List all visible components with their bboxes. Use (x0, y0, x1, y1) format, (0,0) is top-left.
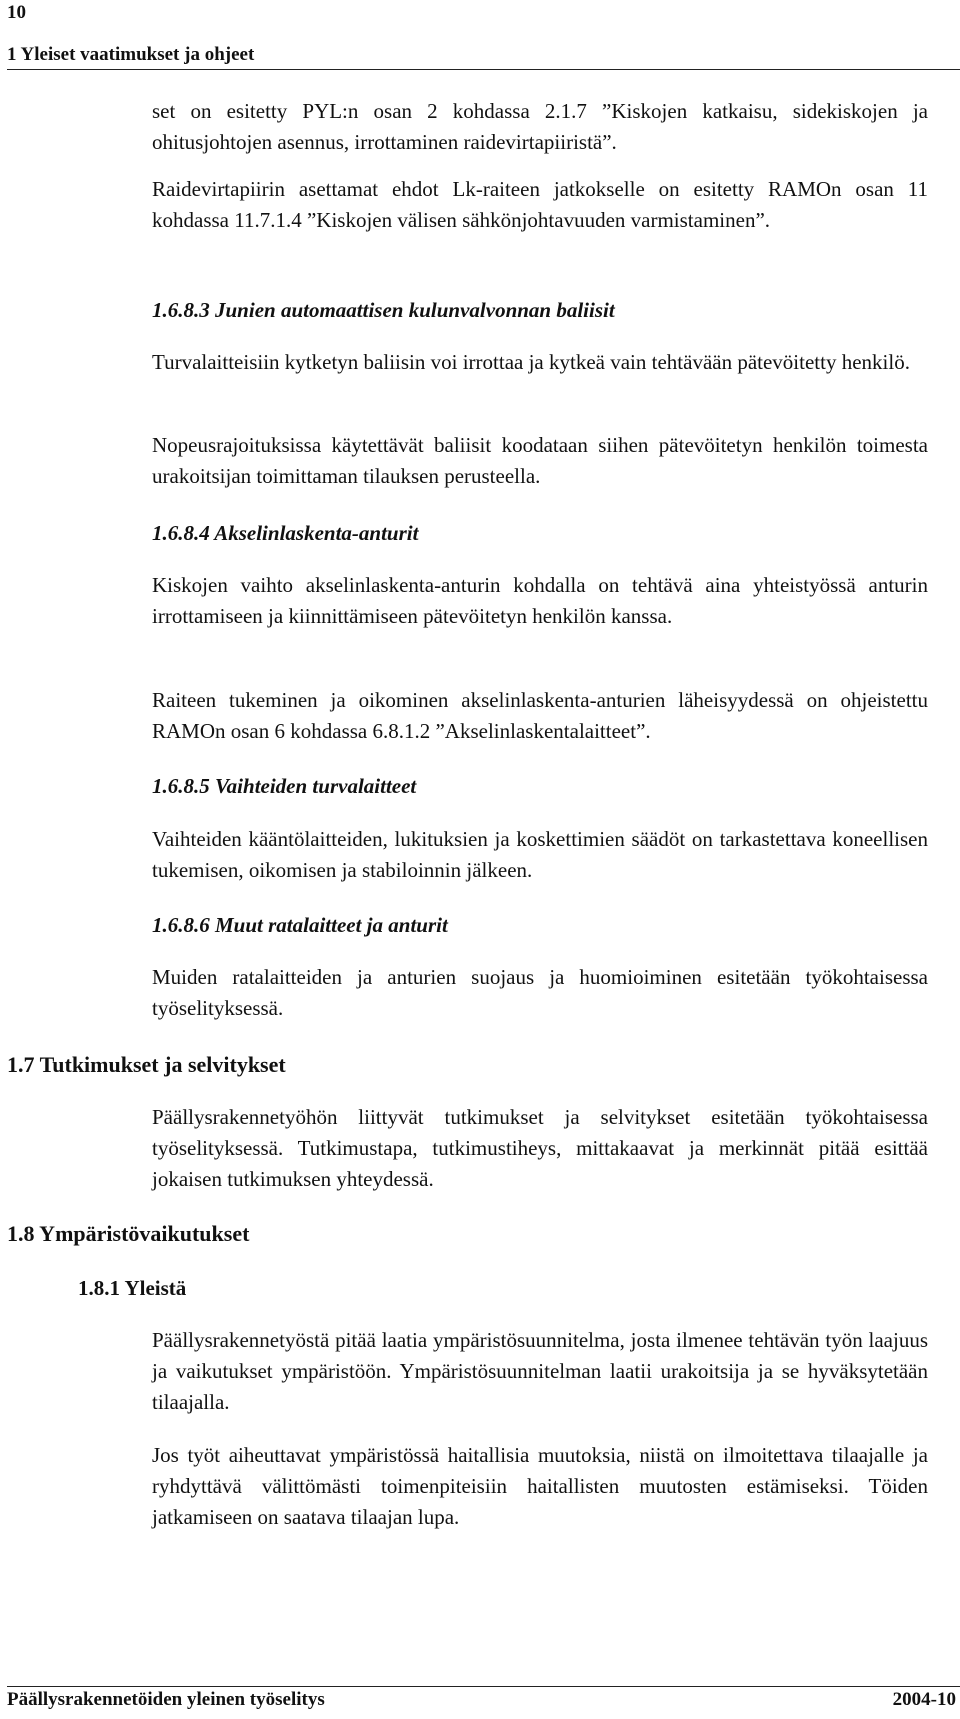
paragraph-1-6-8-5: Vaihteiden kääntölaitteiden, lukituksien ja koskettimien säädöt on tarkastettava koneellisen tukemisen, oikomisen ja stabiloinnin jälkeen. (152, 827, 928, 882)
paragraph-intro-2: Raidevirtapiirin asettamat ehdot Lk-raiteen jatkokselle on esitetty RAMOn osan 11 kohdassa 11.7.1.4 ”Kiskojen välisen sähkönjohtavuuden varmistaminen”. (152, 177, 928, 232)
heading-1-6-8-5: 1.6.8.5 Vaihteiden turvalaitteet (152, 774, 417, 798)
paragraph-1-6-8-3-b: Nopeusrajoituksissa käytettävät baliisit koodataan siihen pätevöitetyn henkilön toimesta urakoitsijan toimittaman tilauksen perusteella. (152, 433, 928, 488)
paragraph-1-7: Päällysrakennetyöhön liittyvät tutkimukset ja selvitykset esitetään työkohtaisessa työselityksessä. Tutkimustapa, tutkimustiheys, mittakaavat ja merkinnät pitää esittää jokaisen tutkimuksen yhteydessä. (152, 1105, 928, 1191)
heading-1-6-8-6: 1.6.8.6 Muut ratalaitteet ja anturit (152, 913, 448, 937)
paragraph-intro-1: set on esitetty PYL:n osan 2 kohdassa 2.1.7 ”Kiskojen katkaisu, sidekiskojen ja ohitusjohtojen asennus, irrottaminen raidevirtapiiristä”. (152, 99, 928, 154)
running-head: 1 Yleiset vaatimukset ja ohjeet (7, 44, 960, 70)
paragraph-1-6-8-4-b: Raiteen tukeminen ja oikominen akselinlaskenta-anturien läheisyydessä on ohjeistettu RAMOn osan 6 kohdassa 6.8.1.2 ”Akselinlaskentalaitteet”. (152, 688, 928, 743)
paragraph-1-8-1-a: Päällysrakennetyöstä pitää laatia ympäristösuunnitelma, josta ilmenee tehtävän työn laajuus ja vaikutukset ympäristöön. Ympäristösuunnitelman laatii urakoitsija ja se hyväksytetään tilaajalla. (152, 1328, 928, 1414)
footer-document-title: Päällysrakennetöiden yleinen työselitys (7, 1689, 325, 1710)
heading-1-6-8-3: 1.6.8.3 Junien automaattisen kulunvalvonnan baliisit (152, 298, 615, 322)
paragraph-1-6-8-6: Muiden ratalaitteiden ja anturien suojaus ja huomioiminen esitetään työkohtaisessa työselityksessä. (152, 965, 928, 1020)
page-footer (7, 1686, 960, 1710)
heading-1-6-8-4: 1.6.8.4 Akselinlaskenta-anturit (152, 521, 419, 545)
heading-1-8: 1.8 Ympäristövaikutukset (7, 1221, 250, 1246)
heading-1-7: 1.7 Tutkimukset ja selvitykset (7, 1052, 286, 1077)
footer-date: 2004-10 (892, 1689, 956, 1710)
paragraph-1-6-8-3-a: Turvalaitteisiin kytketyn baliisin voi irrottaa ja kytkeä vain tehtävään pätevöitetty henkilö. (152, 350, 910, 374)
heading-1-8-1: 1.8.1 Yleistä (78, 1276, 187, 1300)
page-number: 10 (7, 2, 26, 23)
paragraph-1-6-8-4-a: Kiskojen vaihto akselinlaskenta-anturin kohdalla on tehtävä aina yhteistyössä anturin irrottamiseen ja kiinnittämiseen pätevöitetyn henkilön kanssa. (152, 573, 928, 628)
paragraph-1-8-1-b: Jos työt aiheuttavat ympäristössä haitallisia muutoksia, niistä on ilmoitettava tilaajalle ja ryhdyttävä välittömästi toimenpiteisiin haitallisten muutosten estämiseksi. Töiden jatkamiseen on saatava tilaajan lupa. (152, 1443, 928, 1529)
